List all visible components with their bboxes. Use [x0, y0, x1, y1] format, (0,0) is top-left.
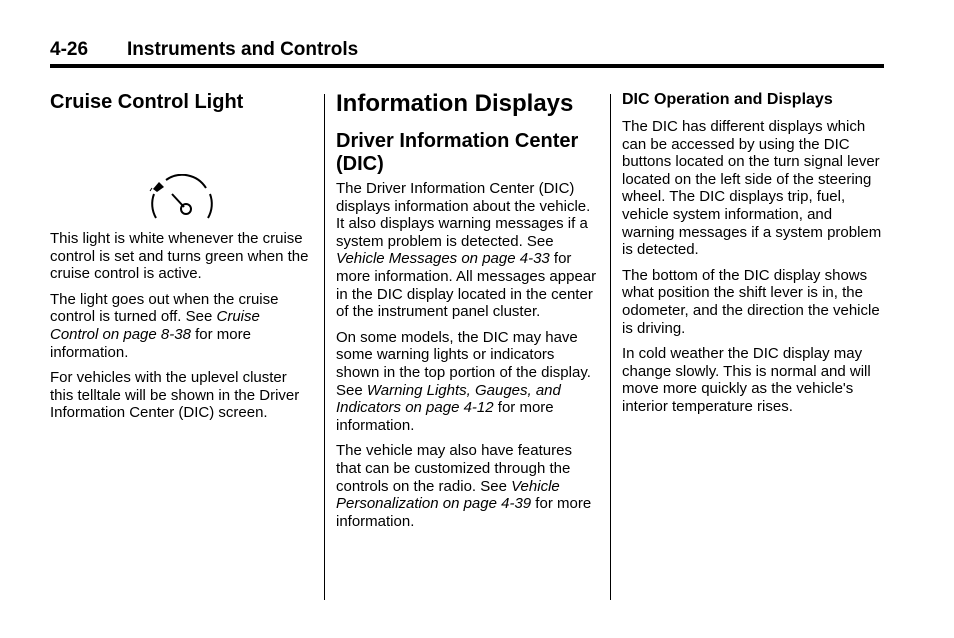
dic-paragraph: The Driver Information Center (DIC) displays information about the vehicle. It also displays warning messages if a system problem is detected. See Vehicle Messages on page 4-33 for more information. All messages appear in the DIC display located in the center of the instrument panel cluster.	[336, 180, 597, 321]
dic-operation-paragraph: In cold weather the DIC display may change slowly. This is normal and will move more quickly as the vehicle's interior temperature rises.	[622, 345, 871, 415]
cruise-control-icon	[148, 174, 216, 220]
dic-operation-paragraph: The DIC has different displays which can be accessed by using the DIC buttons located on the turn signal lever located on the left side of the steering wheel. The DIC displays trip, fuel, vehicle system information, and warning messages if a system problem is detected.	[622, 118, 882, 259]
dic-paragraph: The vehicle may also have features that can be customized through the controls on the radio. See Vehicle Personalization on page 4-39 for more information.	[336, 442, 592, 530]
cross-reference-link: Warning Lights, Gauges, and Indicators on page 4-12	[336, 381, 561, 417]
page-number: 4-26	[50, 39, 89, 60]
cross-reference-link: Vehicle Messages on page 4-33	[336, 250, 550, 268]
column-dic-operation	[622, 90, 886, 424]
column-cruise-control	[50, 90, 312, 430]
page-header	[50, 38, 884, 68]
dic-operation-paragraph: The bottom of the DIC display shows what position the shift lever is in, the odometer, and the direction the vehicle is driving.	[622, 266, 880, 337]
dic-paragraph: On some models, the DIC may have some warning lights or indicators shown in the top portion of the display. See Warning Lights, Gauges, and Indicators on page 4-12 for more information.	[336, 328, 591, 434]
information-displays-title: Information Displays	[336, 90, 574, 117]
section-title: Instruments and Controls	[127, 39, 359, 60]
dic-subheading: Driver Information Center (DIC)	[336, 130, 579, 175]
cruise-light-paragraph: For vehicles with the uplevel cluster this telltale will be shown in the Driver Information Center (DIC) screen.	[50, 369, 300, 422]
cruise-control-icon-area	[50, 114, 312, 224]
cruise-light-paragraph: This light is white whenever the cruise control is set and turns green when the cruise control is active.	[50, 230, 309, 283]
cross-reference-link: Vehicle Personalization on page 4-39	[336, 477, 560, 513]
dic-operation-heading: DIC Operation and Displays	[622, 91, 833, 108]
column-divider	[324, 94, 325, 600]
column-information-displays	[336, 90, 600, 538]
cruise-control-light-heading: Cruise Control Light	[50, 91, 244, 113]
column-divider	[610, 94, 611, 600]
cross-reference-link: Cruise Control on page 8-38	[50, 308, 260, 343]
cruise-light-paragraph: The light goes out when the cruise control is turned off. See Cruise Control on page 8-38 for more information.	[50, 290, 279, 361]
